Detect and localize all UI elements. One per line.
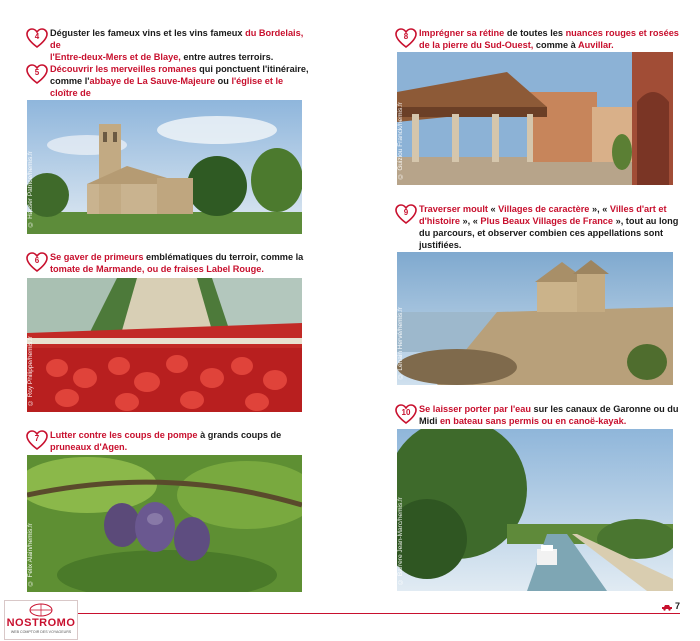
- item-number: 4: [34, 32, 40, 41]
- globe-icon: [29, 603, 53, 617]
- item-text-line: [50, 63, 312, 75]
- car-icon: [661, 603, 673, 611]
- body-text: et les vins fameux: [160, 28, 246, 38]
- item-text-line: [419, 39, 681, 51]
- church-cliff-photo: [397, 252, 673, 385]
- photo-credit: © Lenain Hervé/hemis.fr: [397, 306, 404, 379]
- item-text-line: [419, 415, 681, 427]
- body-text: comme l': [50, 76, 90, 86]
- body-text: Midi: [419, 416, 440, 426]
- canal-photo: [397, 429, 673, 591]
- item-text-line: [50, 27, 312, 51]
- item-number: 6: [34, 256, 40, 265]
- body-text: de toutes les: [504, 28, 566, 38]
- photo-credit: © Hauser Patrice/hemis.fr: [27, 151, 34, 228]
- highlight-text: en bateau sans permis ou en canoë-kayak.: [439, 416, 627, 426]
- item-text-line: [50, 429, 312, 441]
- body-text: comme à: [533, 40, 578, 50]
- heart-number-icon: [395, 404, 417, 424]
- body-text: Déguster les fameux vins: [50, 28, 161, 38]
- heart-number-icon: [26, 430, 48, 450]
- item-text-line: [419, 203, 681, 215]
- item-text-line: [50, 75, 312, 99]
- heart-number-icon: [395, 28, 417, 48]
- body-text: ou: [215, 76, 232, 86]
- item-text-line: [419, 227, 681, 239]
- body-text: emblématiques du terroir, comme la: [143, 252, 304, 262]
- body-text: entre autres terroirs.: [180, 52, 274, 62]
- item-text-line: [50, 441, 312, 453]
- item-text: [50, 251, 312, 275]
- item-text-line: [419, 27, 681, 39]
- body-text: justifiées.: [419, 240, 462, 250]
- heart-number-icon: [395, 204, 417, 224]
- item-number: 7: [34, 434, 40, 443]
- highlight-text: tomate de Marmande, ou de fraises Label Rouge.: [50, 264, 264, 274]
- item-text: [419, 27, 681, 51]
- item-text: [419, 403, 681, 427]
- footer-rule: [20, 613, 680, 614]
- strawberries-photo: [27, 278, 302, 412]
- heart-number-icon: [26, 252, 48, 272]
- highlight-text: Lutter contre les coups de pompe: [50, 430, 198, 440]
- item-number: 10: [401, 408, 411, 417]
- highlight-text: abbaye de La Sauve-Majeure: [89, 76, 216, 86]
- item-number: 8: [403, 32, 409, 41]
- highlight-text: Villages de caractère: [498, 204, 590, 214]
- logo-tagline: WEB COMPTOIR DES VOYAGEURS: [10, 630, 72, 634]
- highlight-text: de la pierre du Sud-Ouest,: [419, 40, 534, 50]
- auvillar-photo: [397, 52, 673, 185]
- highlight-text: l'église et le cloître de: [50, 76, 284, 98]
- item-text-line: [419, 215, 681, 227]
- highlight-text: Se gaver de primeurs: [50, 252, 144, 262]
- body-text: », «: [459, 216, 481, 226]
- highlight-text: d'histoire: [419, 216, 460, 226]
- photo-credit: © Barrere Jean-Marc/hemis.fr: [397, 497, 404, 585]
- body-text: sur les canaux de Garonne ou du: [530, 404, 679, 414]
- item-text-line: [50, 263, 312, 275]
- highlight-text: Villes d'art et: [609, 204, 667, 214]
- highlight-text: Se laisser porter par l'eau: [419, 404, 531, 414]
- logo-name: NOSTROMO: [6, 617, 76, 629]
- item-text-line: [419, 239, 681, 251]
- highlight-text: du Bordelais, de: [50, 28, 304, 50]
- item-text-line: [50, 251, 312, 263]
- highlight-text: Découvrir les merveilles romanes: [50, 64, 197, 74]
- abbey-photo: [27, 100, 302, 234]
- heart-number-icon: [26, 64, 48, 84]
- highlight-text: Imprégner sa rétine: [419, 28, 505, 38]
- photo-credit: © Felix Alain/hemis.fr: [27, 522, 34, 586]
- item-number: 5: [34, 68, 40, 77]
- body-text: », «: [589, 204, 610, 214]
- body-text: du parcours, et observer combien ces appellations sont: [419, 228, 664, 238]
- body-text: qui ponctuent l'itinéraire,: [196, 64, 309, 74]
- item-text-line: [50, 51, 312, 63]
- highlight-text: nuances rouges et rosées: [565, 28, 679, 38]
- photo-credit: © Guiziou Franck/hemis.fr: [397, 101, 404, 179]
- page-number-value: 7: [674, 601, 680, 611]
- page-number: [661, 601, 680, 611]
- item-text-line: [419, 403, 681, 415]
- item-text: [50, 27, 312, 63]
- body-text: «: [487, 204, 499, 214]
- item-number: 9: [403, 208, 409, 217]
- heart-number-icon: [26, 28, 48, 48]
- highlight-text: Auvillar.: [577, 40, 614, 50]
- plums-photo: [27, 455, 302, 592]
- item-text: [419, 203, 681, 251]
- highlight-text: Plus Beaux Villages de France: [480, 216, 614, 226]
- highlight-text: pruneaux d'Agen.: [50, 442, 128, 452]
- photo-credit: © Roy Philippe/hemis.fr: [27, 335, 34, 406]
- item-text: [50, 429, 312, 453]
- highlight-text: Traverser moult: [419, 204, 488, 214]
- highlight-text: l'Entre-deux-Mers et de Blaye,: [50, 52, 181, 62]
- body-text: à grands coups de: [197, 430, 282, 440]
- body-text: », tout au long: [613, 216, 679, 226]
- nostromo-logo: [4, 600, 78, 640]
